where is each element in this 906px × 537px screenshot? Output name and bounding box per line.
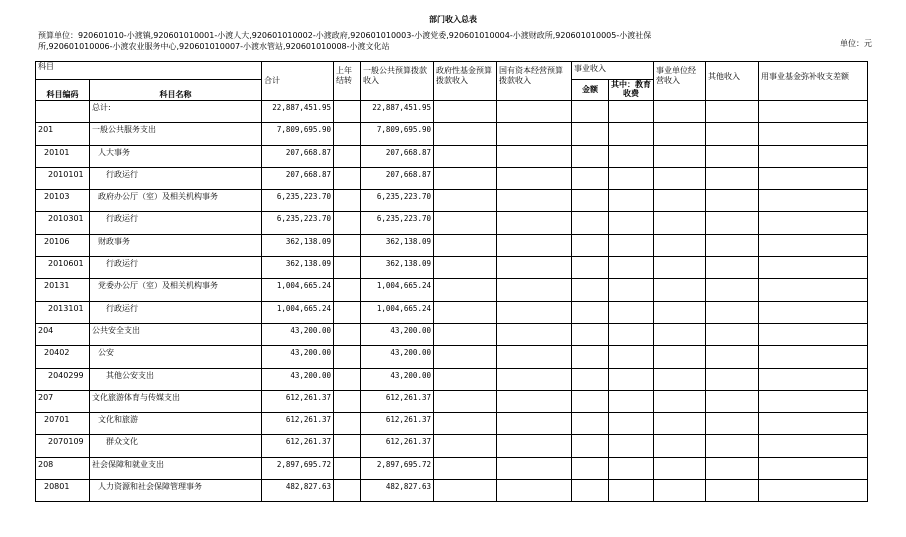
table-row — [36, 323, 868, 345]
header-gov-fund: 政府性基金预算拨款收入 — [434, 62, 497, 101]
cell-carryover — [334, 435, 361, 457]
header-general-budget: 一般公共预算拨款收入 — [361, 62, 434, 101]
cell-state-capital — [497, 145, 572, 167]
cell-business-income — [654, 323, 706, 345]
cell-carryover — [334, 234, 361, 256]
cell-other-income — [706, 123, 759, 145]
cell-name: 文化和旅游 — [90, 413, 262, 435]
cell-state-capital — [497, 101, 572, 123]
cell-state-capital — [497, 234, 572, 256]
cell-gov-fund — [434, 457, 497, 479]
cell-carryover — [334, 301, 361, 323]
cell-gov-fund — [434, 435, 497, 457]
cell-total: 22,887,451.95 — [262, 101, 334, 123]
header-fund-offset: 用事业基金弥补收支差额 — [759, 62, 868, 101]
cell-name: 行政运行 — [90, 212, 262, 234]
cell-business-income — [654, 301, 706, 323]
cell-fund-offset — [759, 167, 868, 189]
cell-other-income — [706, 480, 759, 502]
cell-code: 207 — [36, 390, 90, 412]
cell-state-capital — [497, 480, 572, 502]
cell-general-budget: 6,235,223.70 — [361, 212, 434, 234]
cell-total: 2,897,695.72 — [262, 457, 334, 479]
cell-code: 201 — [36, 123, 90, 145]
cell-edu-fee — [609, 212, 654, 234]
cell-code: 2010601 — [36, 257, 90, 279]
cell-fund-offset — [759, 212, 868, 234]
cell-code — [36, 101, 90, 123]
cell-code: 204 — [36, 323, 90, 345]
header-total: 合计 — [262, 62, 334, 101]
cell-state-capital — [497, 167, 572, 189]
cell-code: 20101 — [36, 145, 90, 167]
table-row — [36, 480, 868, 502]
cell-gov-fund — [434, 346, 497, 368]
cell-name: 党委办公厅（室）及相关机构事务 — [90, 279, 262, 301]
table-row — [36, 123, 868, 145]
cell-state-capital — [497, 346, 572, 368]
cell-fund-offset — [759, 123, 868, 145]
cell-total: 7,809,695.90 — [262, 123, 334, 145]
header-amount: 金额 — [572, 80, 609, 101]
cell-name: 行政运行 — [90, 257, 262, 279]
table-row — [36, 145, 868, 167]
cell-state-capital — [497, 279, 572, 301]
cell-state-capital — [497, 190, 572, 212]
cell-business-income — [654, 234, 706, 256]
cell-fund-offset — [759, 413, 868, 435]
cell-gov-fund — [434, 123, 497, 145]
cell-gov-fund — [434, 279, 497, 301]
cell-business-income — [654, 457, 706, 479]
table-row — [36, 301, 868, 323]
cell-other-income — [706, 413, 759, 435]
cell-edu-fee — [609, 257, 654, 279]
cell-fund-offset — [759, 279, 868, 301]
cell-general-budget: 207,668.87 — [361, 167, 434, 189]
cell-career-amount — [572, 435, 609, 457]
cell-total: 6,235,223.70 — [262, 190, 334, 212]
cell-business-income — [654, 480, 706, 502]
cell-code: 2070109 — [36, 435, 90, 457]
cell-general-budget: 6,235,223.70 — [361, 190, 434, 212]
cell-business-income — [654, 257, 706, 279]
cell-edu-fee — [609, 346, 654, 368]
header-name: 科目名称 — [90, 80, 262, 101]
cell-code: 20131 — [36, 279, 90, 301]
cell-career-amount — [572, 368, 609, 390]
cell-career-amount — [572, 323, 609, 345]
cell-business-income — [654, 368, 706, 390]
cell-other-income — [706, 301, 759, 323]
cell-career-amount — [572, 123, 609, 145]
cell-name: 群众文化 — [90, 435, 262, 457]
cell-general-budget: 612,261.37 — [361, 390, 434, 412]
cell-edu-fee — [609, 323, 654, 345]
budget-unit-line-2: 所,920601010006-小渡农业服务中心,920601010007-小渡水管站,920601010008-小渡文化站 — [38, 41, 390, 51]
cell-state-capital — [497, 123, 572, 145]
cell-total: 6,235,223.70 — [262, 212, 334, 234]
table-row — [36, 257, 868, 279]
cell-other-income — [706, 257, 759, 279]
header-subject: 科目 — [36, 62, 262, 80]
cell-career-amount — [572, 346, 609, 368]
table-row — [36, 234, 868, 256]
cell-code: 20801 — [36, 480, 90, 502]
cell-fund-offset — [759, 435, 868, 457]
cell-edu-fee — [609, 390, 654, 412]
cell-name: 社会保障和就业支出 — [90, 457, 262, 479]
header-state-capital: 国有资本经营预算拨款收入 — [497, 62, 572, 101]
cell-gov-fund — [434, 190, 497, 212]
cell-career-amount — [572, 390, 609, 412]
cell-total: 207,668.87 — [262, 145, 334, 167]
cell-other-income — [706, 346, 759, 368]
cell-general-budget: 1,004,665.24 — [361, 301, 434, 323]
cell-code: 2010101 — [36, 167, 90, 189]
cell-career-amount — [572, 480, 609, 502]
table-row — [36, 279, 868, 301]
cell-carryover — [334, 190, 361, 212]
header-edu-fee: 其中：教育收费 — [609, 80, 654, 101]
cell-general-budget: 22,887,451.95 — [361, 101, 434, 123]
cell-business-income — [654, 279, 706, 301]
cell-total: 612,261.37 — [262, 435, 334, 457]
cell-other-income — [706, 190, 759, 212]
table-row — [36, 346, 868, 368]
cell-fund-offset — [759, 145, 868, 167]
cell-name: 公共安全支出 — [90, 323, 262, 345]
cell-total: 1,004,665.24 — [262, 301, 334, 323]
cell-fund-offset — [759, 257, 868, 279]
cell-carryover — [334, 167, 361, 189]
cell-state-capital — [497, 457, 572, 479]
header-other-income: 其他收入 — [706, 62, 759, 101]
cell-gov-fund — [434, 413, 497, 435]
cell-name: 人大事务 — [90, 145, 262, 167]
cell-carryover — [334, 413, 361, 435]
cell-other-income — [706, 234, 759, 256]
cell-total: 43,200.00 — [262, 346, 334, 368]
income-summary-table — [35, 61, 868, 502]
cell-name: 总计: — [90, 101, 262, 123]
cell-general-budget: 2,897,695.72 — [361, 457, 434, 479]
cell-code: 20402 — [36, 346, 90, 368]
cell-general-budget: 362,138.09 — [361, 257, 434, 279]
cell-carryover — [334, 368, 361, 390]
cell-edu-fee — [609, 101, 654, 123]
cell-carryover — [334, 145, 361, 167]
cell-carryover — [334, 123, 361, 145]
table-row — [36, 413, 868, 435]
cell-carryover — [334, 457, 361, 479]
cell-other-income — [706, 323, 759, 345]
cell-edu-fee — [609, 301, 654, 323]
cell-carryover — [334, 279, 361, 301]
cell-name: 公安 — [90, 346, 262, 368]
cell-fund-offset — [759, 101, 868, 123]
cell-business-income — [654, 167, 706, 189]
cell-other-income — [706, 457, 759, 479]
cell-code: 20701 — [36, 413, 90, 435]
cell-carryover — [334, 390, 361, 412]
cell-other-income — [706, 145, 759, 167]
cell-business-income — [654, 390, 706, 412]
cell-business-income — [654, 435, 706, 457]
cell-name: 一般公共服务支出 — [90, 123, 262, 145]
cell-general-budget: 207,668.87 — [361, 145, 434, 167]
cell-gov-fund — [434, 167, 497, 189]
budget-unit-list — [38, 31, 708, 52]
cell-state-capital — [497, 435, 572, 457]
cell-business-income — [654, 101, 706, 123]
cell-total: 207,668.87 — [262, 167, 334, 189]
cell-other-income — [706, 212, 759, 234]
cell-total: 612,261.37 — [262, 390, 334, 412]
cell-other-income — [706, 167, 759, 189]
table-row — [36, 101, 868, 123]
cell-business-income — [654, 145, 706, 167]
cell-fund-offset — [759, 190, 868, 212]
cell-general-budget: 362,138.09 — [361, 234, 434, 256]
cell-state-capital — [497, 413, 572, 435]
cell-code: 208 — [36, 457, 90, 479]
cell-career-amount — [572, 212, 609, 234]
cell-general-budget: 612,261.37 — [361, 413, 434, 435]
cell-career-amount — [572, 145, 609, 167]
cell-carryover — [334, 257, 361, 279]
cell-fund-offset — [759, 390, 868, 412]
cell-code: 2040299 — [36, 368, 90, 390]
cell-general-budget: 43,200.00 — [361, 368, 434, 390]
cell-fund-offset — [759, 346, 868, 368]
cell-name: 政府办公厅（室）及相关机构事务 — [90, 190, 262, 212]
cell-edu-fee — [609, 123, 654, 145]
cell-gov-fund — [434, 234, 497, 256]
cell-edu-fee — [609, 234, 654, 256]
cell-gov-fund — [434, 480, 497, 502]
cell-fund-offset — [759, 368, 868, 390]
cell-business-income — [654, 346, 706, 368]
cell-fund-offset — [759, 323, 868, 345]
cell-career-amount — [572, 301, 609, 323]
cell-other-income — [706, 390, 759, 412]
cell-general-budget: 612,261.37 — [361, 435, 434, 457]
cell-edu-fee — [609, 368, 654, 390]
cell-code: 2013101 — [36, 301, 90, 323]
header-career-income: 事业收入 — [572, 62, 654, 80]
cell-code: 2010301 — [36, 212, 90, 234]
cell-name: 文化旅游体育与传媒支出 — [90, 390, 262, 412]
cell-other-income — [706, 279, 759, 301]
cell-gov-fund — [434, 101, 497, 123]
table-row — [36, 167, 868, 189]
cell-code: 20106 — [36, 234, 90, 256]
cell-state-capital — [497, 390, 572, 412]
table-row — [36, 390, 868, 412]
cell-fund-offset — [759, 301, 868, 323]
cell-career-amount — [572, 279, 609, 301]
cell-fund-offset — [759, 234, 868, 256]
cell-code: 20103 — [36, 190, 90, 212]
cell-business-income — [654, 123, 706, 145]
cell-edu-fee — [609, 480, 654, 502]
header-carryover: 上年结转 — [334, 62, 361, 101]
cell-name: 其他公安支出 — [90, 368, 262, 390]
cell-business-income — [654, 190, 706, 212]
cell-gov-fund — [434, 323, 497, 345]
cell-carryover — [334, 101, 361, 123]
cell-gov-fund — [434, 145, 497, 167]
cell-gov-fund — [434, 212, 497, 234]
cell-edu-fee — [609, 279, 654, 301]
cell-career-amount — [572, 101, 609, 123]
cell-career-amount — [572, 234, 609, 256]
cell-edu-fee — [609, 435, 654, 457]
cell-state-capital — [497, 368, 572, 390]
cell-carryover — [334, 480, 361, 502]
table-row — [36, 190, 868, 212]
cell-gov-fund — [434, 390, 497, 412]
table-row — [36, 212, 868, 234]
cell-total: 362,138.09 — [262, 257, 334, 279]
cell-career-amount — [572, 413, 609, 435]
cell-name: 行政运行 — [90, 301, 262, 323]
cell-state-capital — [497, 257, 572, 279]
cell-career-amount — [572, 257, 609, 279]
cell-business-income — [654, 212, 706, 234]
header-code: 科目编码 — [36, 80, 90, 101]
cell-general-budget: 482,827.63 — [361, 480, 434, 502]
cell-gov-fund — [434, 368, 497, 390]
budget-unit-line-1: 预算单位：920601010-小渡镇,920601010001-小渡人大,920601010002-小渡政府,920601010003-小渡党委,920601010004-小渡财政所,920601010005-小渡社保 — [38, 31, 652, 40]
cell-general-budget: 7,809,695.90 — [361, 123, 434, 145]
table-row — [36, 457, 868, 479]
cell-total: 43,200.00 — [262, 323, 334, 345]
cell-total: 1,004,665.24 — [262, 279, 334, 301]
table-row — [36, 368, 868, 390]
cell-other-income — [706, 435, 759, 457]
cell-other-income — [706, 101, 759, 123]
cell-career-amount — [572, 167, 609, 189]
report-title: 部门收入总表 — [429, 15, 477, 24]
cell-edu-fee — [609, 167, 654, 189]
cell-edu-fee — [609, 190, 654, 212]
cell-fund-offset — [759, 480, 868, 502]
cell-career-amount — [572, 457, 609, 479]
cell-total: 482,827.63 — [262, 480, 334, 502]
cell-edu-fee — [609, 457, 654, 479]
cell-gov-fund — [434, 301, 497, 323]
header-business-income: 事业单位经营收入 — [654, 62, 706, 101]
cell-carryover — [334, 212, 361, 234]
cell-business-income — [654, 413, 706, 435]
cell-total: 612,261.37 — [262, 413, 334, 435]
cell-total: 362,138.09 — [262, 234, 334, 256]
cell-career-amount — [572, 190, 609, 212]
cell-carryover — [334, 346, 361, 368]
cell-edu-fee — [609, 413, 654, 435]
currency-unit-label: 单位：元 — [840, 39, 872, 48]
cell-carryover — [334, 323, 361, 345]
cell-general-budget: 43,200.00 — [361, 346, 434, 368]
table-row — [36, 435, 868, 457]
cell-name: 行政运行 — [90, 167, 262, 189]
cell-general-budget: 1,004,665.24 — [361, 279, 434, 301]
cell-state-capital — [497, 212, 572, 234]
cell-state-capital — [497, 323, 572, 345]
cell-other-income — [706, 368, 759, 390]
cell-state-capital — [497, 301, 572, 323]
cell-gov-fund — [434, 257, 497, 279]
cell-total: 43,200.00 — [262, 368, 334, 390]
cell-edu-fee — [609, 145, 654, 167]
cell-name: 财政事务 — [90, 234, 262, 256]
cell-fund-offset — [759, 457, 868, 479]
cell-name: 人力资源和社会保障管理事务 — [90, 480, 262, 502]
cell-general-budget: 43,200.00 — [361, 323, 434, 345]
